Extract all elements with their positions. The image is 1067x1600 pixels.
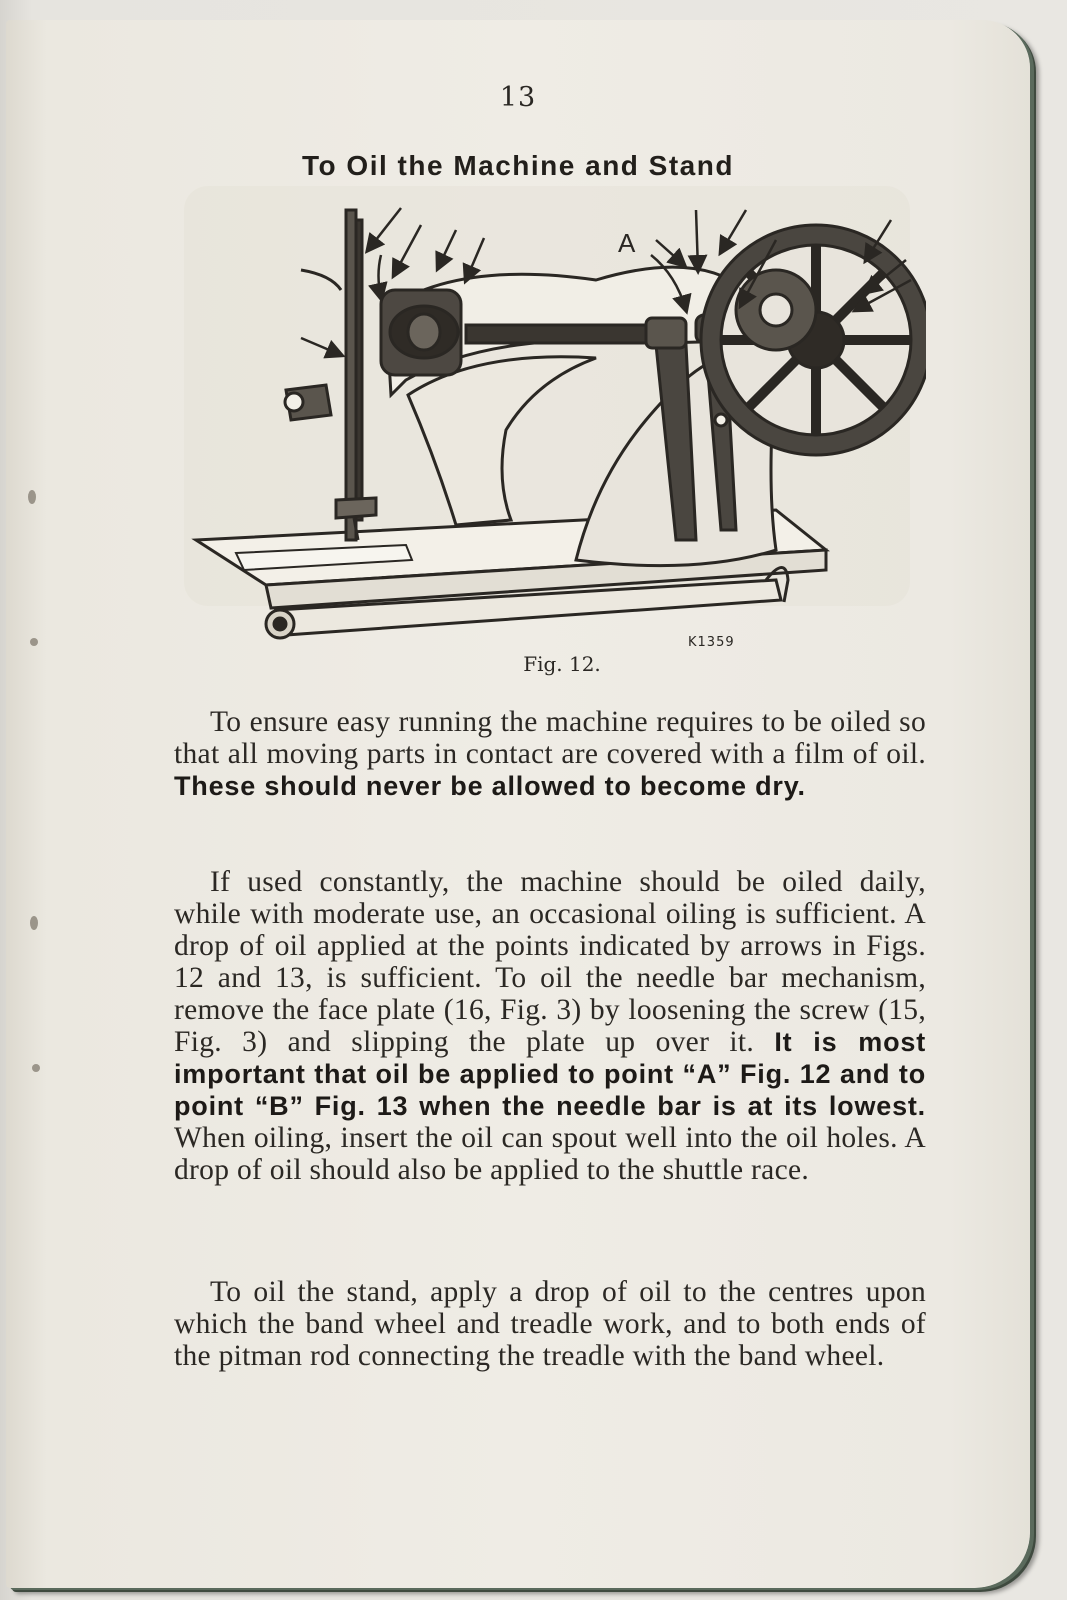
- paragraph-emphasis: These should never be allowed to become dry.: [174, 771, 806, 801]
- paragraph-oiling-intro: [174, 706, 926, 802]
- callout-a-label: A: [618, 228, 636, 258]
- paragraph-oiling-frequency: [174, 866, 926, 1186]
- sewing-machine-illustration: [176, 180, 926, 700]
- binding-thread-mark: [30, 638, 38, 646]
- page-number: 13: [499, 82, 537, 113]
- paragraph-text-tail: When oiling, insert the oil can spout well into the oil holes. A drop of oil should also be applied to the shuttle race.: [174, 1122, 926, 1186]
- paragraph-text: To ensure easy running the machine requires to be oiled so that all moving parts in contact are covered with a film of oil.: [174, 706, 926, 770]
- section-heading: To Oil the Machine and Stand: [302, 150, 734, 181]
- figure-code: K1359: [688, 635, 735, 650]
- balance-wheel: [701, 225, 926, 455]
- binding-thread-mark: [30, 916, 38, 930]
- sewing-machine-figure: [176, 180, 926, 700]
- paragraph-emphasis: It is most important that oil be applied to point “A” Fig. 12 and to point “B” Fig. 13 when the needle bar is at its lowest.: [174, 1027, 926, 1121]
- figure-caption: Fig. 12.: [523, 652, 601, 676]
- paragraph-oiling-stand: [174, 1276, 926, 1372]
- paragraph-text: To oil the stand, apply a drop of oil to the centres upon which the band wheel and treadle work, and to both ends of the pitman rod connecting the treadle with the band wheel.: [174, 1276, 926, 1372]
- book-page: [6, 20, 1030, 1588]
- paragraph-text: If used constantly, the machine should be oiled daily, while with moderate use, an occasional oiling is sufficient. A drop of oil applied at the points indicated by arrows in Figs. 12 and 13, is sufficient. To oil the needle bar mechanism, remove the face plate (16, Fig. 3) by loosening the screw (15, Fig. 3) and slipping the plate up over it.: [174, 866, 926, 1058]
- binding-thread-mark: [32, 1064, 40, 1072]
- binding-thread-mark: [28, 490, 36, 504]
